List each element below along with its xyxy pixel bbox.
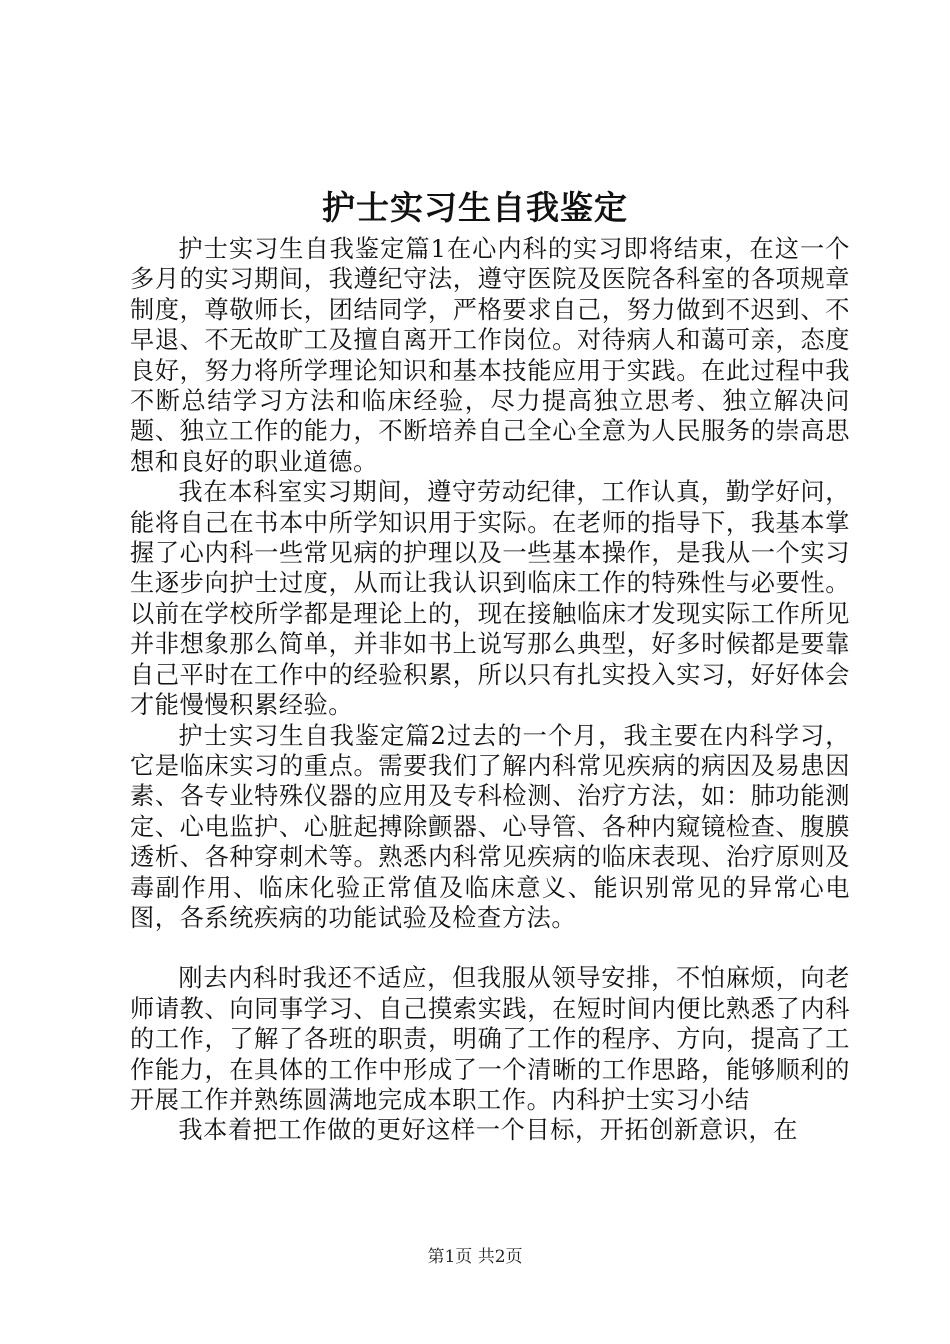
- paragraph-4: 刚去内科时我还不适应，但我服从领导安排，不怕麻烦，向老师请教、向同事学习、自己摸索实践，在短时间内便比熟悉了内科的工作，了解了各班的职责，明确了工作的程序、方向，提高了工作能力，在具体的工作中形成了一个清晰的工作思路，能够顺利的开展工作并熟练圆满地完成本职工作。内科护士实习小结: [130, 964, 850, 1114]
- document-body: [130, 234, 850, 1146]
- document-title: 护士实习生自我鉴定: [322, 188, 628, 227]
- paragraph-3: 护士实习生自我鉴定篇2过去的一个月，我主要在内科学习，它是临床实习的重点。需要我们了解内科常见疾病的病因及易患因素、各专业特殊仪器的应用及专科检测、治疗方法，如：肺功能测定、心电监护、心脏起搏除颤器、心导管、各种内窥镜检查、腹膜透析、各种穿刺术等。熟悉内科常见疾病的临床表现、治疗原则及毒副作用、临床化验正常值及临床意义、能识别常见的异常心电图，各系统疾病的功能试验及检查方法。: [130, 721, 850, 932]
- paragraph-2: 我在本科室实习期间，遵守劳动纪律，工作认真，勤学好问，能将自己在书本中所学知识用于实际。在老师的指导下，我基本掌握了心内科一些常见病的护理以及一些基本操作，是我从一个实习生逐步向护士过度，从而让我认识到临床工作的特殊性与必要性。以前在学校所学都是理论上的，现在接触临床才发现实际工作所见并非想象那么简单，并非如书上说写那么典型，好多时候都是要靠自己平时在工作中的经验积累，所以只有扎实投入实习，好好体会才能慢慢积累经验。: [130, 478, 850, 720]
- page-number-footer: 第1页 共2页: [427, 1247, 523, 1267]
- paragraph-1: 护士实习生自我鉴定篇1在心内科的实习即将结束，在这一个多月的实习期间，我遵纪守法，遵守医院及医院各科室的各项规章制度，尊敬师长，团结同学，严格要求自己，努力做到不迟到、不早退、不无故旷工及擅自离开工作岗位。对待病人和蔼可亲，态度良好，努力将所学理论知识和基本技能应用于实践。在此过程中我不断总结学习方法和临床经验，尽力提高独立思考、独立解决问题、独立工作的能力，不断培养自己全心全意为人民服务的崇高思想和良好的职业道德。: [130, 235, 850, 476]
- paragraph-5: 我本着把工作做的更好这样一个目标，开拓创新意识，在: [178, 1116, 799, 1145]
